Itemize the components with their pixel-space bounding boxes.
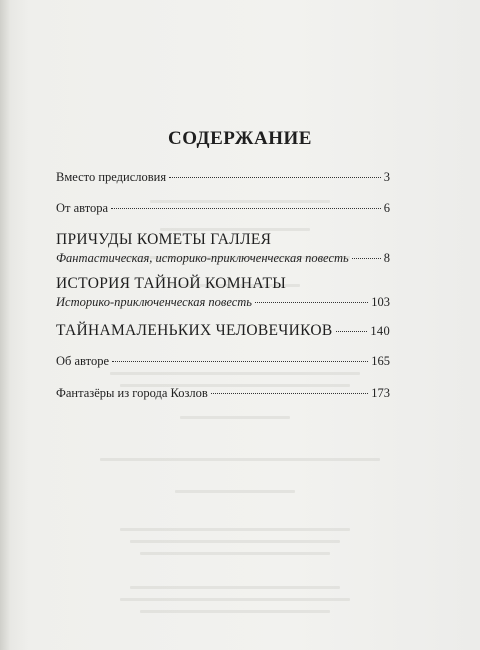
toc-section-label: ИСТОРИЯ ТАЙНОЙ КОМНАТЫ	[56, 275, 287, 292]
toc-entry[interactable]	[56, 201, 390, 216]
toc-page-number: 173	[371, 386, 390, 400]
toc-entry-label: От автора	[56, 201, 109, 215]
toc-page-number: 165	[371, 354, 390, 368]
toc-entry-label: Историко-приключенческая повесть	[56, 295, 252, 309]
toc-page-number: 6	[383, 201, 390, 215]
toc-entry[interactable]	[56, 386, 390, 401]
toc-entry-label: Вместо предисловия	[56, 170, 167, 184]
toc-entry[interactable]	[56, 251, 390, 266]
toc-page-number: 8	[383, 251, 390, 265]
toc-entry-label: ТАЙНАМАЛЕНЬКИХ ЧЕЛОВЕЧИКОВ	[56, 322, 333, 339]
leader-dots	[112, 360, 368, 362]
toc-page-number: 3	[383, 170, 390, 184]
toc-entry-label: Фантастическая, историко-приключенческая повесть	[56, 251, 349, 265]
toc-entry-label: Об авторе	[56, 354, 109, 368]
toc-page-number: 103	[371, 295, 390, 309]
toc-entry[interactable]	[56, 322, 390, 340]
page-spine-shadow	[0, 0, 10, 650]
toc-entry-label: Фантазёры из города Козлов	[56, 386, 208, 400]
leader-dots	[336, 330, 368, 332]
toc-entry[interactable]	[56, 170, 390, 185]
toc-entry[interactable]	[56, 354, 390, 369]
toc-section-label: ПРИЧУДЫ КОМЕТЫ ГАЛЛЕЯ	[56, 231, 272, 248]
leader-dots	[255, 301, 368, 303]
toc-section-heading[interactable]	[56, 275, 390, 293]
toc-section-heading[interactable]	[56, 231, 390, 249]
leader-dots	[211, 392, 368, 394]
toc-entry[interactable]	[56, 295, 390, 310]
leader-dots	[352, 257, 381, 259]
leader-dots	[111, 207, 381, 209]
leader-dots	[169, 176, 381, 178]
contents-title: СОДЕРЖАНИЕ	[168, 128, 312, 149]
toc-page-number: 140	[370, 324, 390, 338]
